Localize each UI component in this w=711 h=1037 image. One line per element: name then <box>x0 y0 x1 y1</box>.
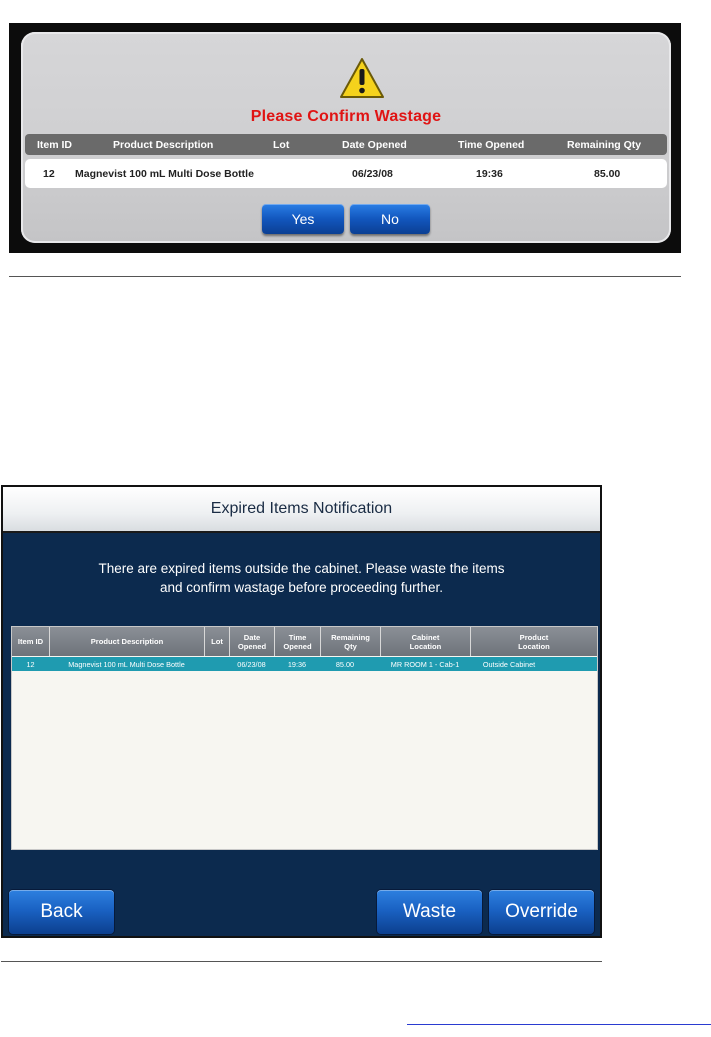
divider <box>9 276 681 277</box>
column-item-id: Item ID <box>17 637 44 646</box>
column-date-opened: Date Opened <box>342 138 407 151</box>
column-cabinet-location: Cabinet Location <box>380 627 470 656</box>
column-product-description: Product Description <box>113 138 214 151</box>
message-line-2: and confirm wastage before proceeding further. <box>160 580 443 595</box>
table-row[interactable] <box>12 657 597 671</box>
back-button[interactable]: Back <box>9 890 114 934</box>
column-remaining-qty: Remaining Qty <box>567 138 642 151</box>
confirm-wastage-dialog <box>21 32 671 243</box>
cell-item-id: 12 <box>43 167 55 180</box>
override-button[interactable]: Override <box>489 890 594 934</box>
expired-items-title: Expired Items Notification <box>3 487 600 533</box>
column-item-id: Item ID <box>37 138 73 151</box>
cell-product-description: Magnevist 100 mL Multi Dose Bottle <box>75 167 254 180</box>
cell-cabinet-location: MR ROOM 1 - Cab-1 <box>390 659 460 669</box>
cell-item-id: 12 <box>26 659 35 669</box>
expired-table-header <box>12 627 597 656</box>
column-product-location: Product Location <box>470 627 597 656</box>
expired-items-table <box>11 626 598 850</box>
warning-icon <box>339 56 385 100</box>
message-line-1: There are expired items outside the cabinet. Please waste the items <box>98 561 505 576</box>
column-lot: Lot <box>204 627 229 656</box>
waste-button[interactable]: Waste <box>377 890 482 934</box>
expired-items-message <box>23 559 580 597</box>
expired-items-panel <box>1 485 602 938</box>
cell-date-opened: 06/23/08 <box>352 167 393 180</box>
column-date-opened: Date Opened <box>229 627 274 656</box>
cell-remaining-qty: 85.00 <box>335 659 355 669</box>
column-time-opened: Time Opened <box>458 138 525 151</box>
column-time-opened: Time Opened <box>274 627 320 656</box>
column-product-description: Product Description <box>49 627 204 656</box>
cell-time-opened: 19:36 <box>476 167 503 180</box>
no-button[interactable]: No <box>350 204 430 234</box>
confirm-wastage-title: Please Confirm Wastage <box>250 108 442 125</box>
cell-remaining-qty: 85.00 <box>594 167 621 180</box>
column-remaining-qty: Remaining Qty <box>320 627 380 656</box>
cell-lot <box>204 657 229 671</box>
table-row <box>25 159 667 188</box>
column-lot: Lot <box>273 138 290 151</box>
divider <box>1 961 602 962</box>
confirm-table-header <box>25 134 667 155</box>
footer-link-underline[interactable] <box>407 1024 711 1025</box>
cell-date-opened: 06/23/08 <box>237 659 266 669</box>
yes-button[interactable]: Yes <box>262 204 344 234</box>
cell-product-location: Outside Cabinet <box>482 659 536 669</box>
cell-time-opened: 19:36 <box>287 659 307 669</box>
confirm-wastage-frame <box>9 23 681 253</box>
cell-product-description: Magnevist 100 mL Multi Dose Bottle <box>68 659 185 669</box>
